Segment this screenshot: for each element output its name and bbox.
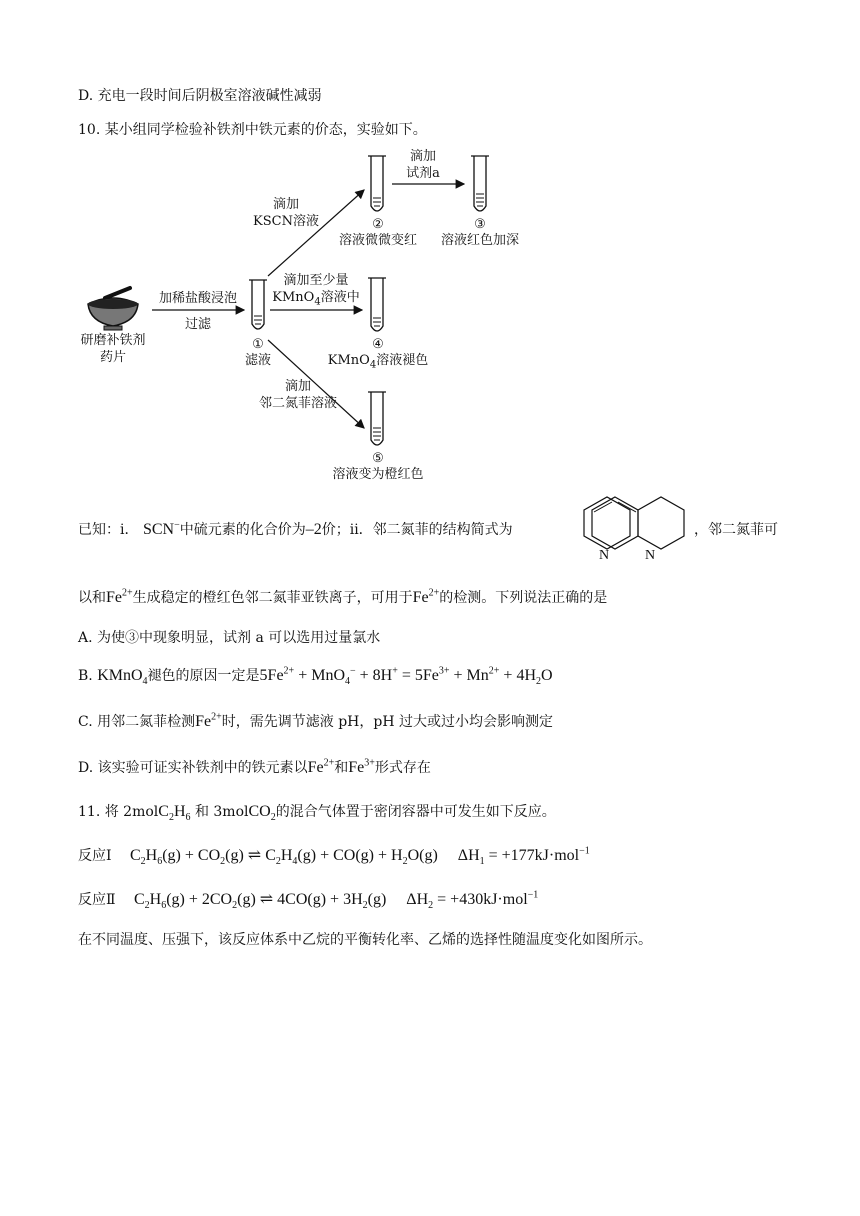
- tube-3-label: 溶液红色加深: [440, 233, 519, 248]
- nitrogen-right-label: N: [644, 548, 656, 563]
- tube-4-label-text: 溶液褪色: [376, 353, 429, 368]
- branch-kscn-line2: KSCN溶液: [253, 214, 319, 229]
- tube-4-label: KMnO$_4$溶液褪色: [327, 353, 429, 371]
- tube-5-label: 溶液变为橙红色: [332, 467, 424, 482]
- question-10-stem: 10. 某小组同学检验补铁剂中铁元素的价态，实验如下。: [78, 122, 427, 138]
- known-i-label: 已知：ⅰ．: [78, 522, 139, 538]
- fe2-ion: $Fe^{2+}$: [412, 587, 440, 606]
- fe-text: Fe: [106, 589, 122, 606]
- reaction-1: [78, 846, 590, 866]
- closing-line: 在不同温度、压强下，该反应体系中乙烷的平衡转化率、乙烯的选择性随温度变化如图所示。: [78, 932, 652, 948]
- option-d-text1: D. 该实验可证实补铁剂中的铁元素以: [78, 760, 308, 776]
- branch-phen-line1: 滴加: [284, 379, 311, 394]
- tube-5-number: ⑤: [372, 451, 384, 466]
- option-a: A. 为使③中现象明显，试剂 a 可以选用过量氯水: [78, 630, 381, 646]
- reaction-2-label: 反应Ⅱ: [78, 892, 116, 908]
- step-soak-label: 加稀盐酸浸泡: [158, 291, 237, 306]
- option-b-text: 褪色的原因一定是: [147, 668, 260, 684]
- scn-text: SCN: [142, 521, 175, 538]
- step-filter-label: 过滤: [184, 317, 211, 332]
- option-d-text3: 形式存在: [374, 760, 431, 776]
- fe2-ion: $Fe^{2+}$: [106, 587, 133, 606]
- option-c-text1: C. 用邻二氮菲检测: [78, 714, 196, 730]
- reaction-1-label: 反应Ⅰ: [78, 848, 112, 864]
- scn-formula: SCN−: [142, 519, 180, 538]
- branch-kscn-line1: 滴加: [272, 197, 299, 212]
- option-d: [78, 758, 431, 778]
- branch-kmno4-line2: KMnO$_4$溶液中: [272, 290, 360, 308]
- tube-2-number: ②: [372, 217, 384, 232]
- option-b: [78, 666, 553, 686]
- fe-text: Fe: [195, 713, 212, 730]
- known-i-text: 中硫元素的化合价为: [179, 522, 306, 538]
- option-d-text2: 和: [334, 760, 349, 776]
- option-c-text2: 时，需先调节滤液 pH，pH 过大或过小均会影响测定: [221, 714, 554, 730]
- fe-text: Fe: [412, 589, 429, 606]
- branch-phen-line2: 邻二氮菲溶液: [258, 396, 337, 411]
- known-info-line2: [78, 588, 607, 608]
- fe2-ion: $Fe^{2+}$: [307, 757, 335, 776]
- fe-text: Fe: [348, 759, 365, 776]
- phenanthroline-structure: [0, 0, 860, 600]
- nitrogen-left-label: N: [598, 548, 610, 563]
- tube-3-number: ③: [474, 217, 486, 232]
- branch-kmno4-tail: 溶液中: [320, 290, 360, 305]
- co2-formula: $CO_2$: [248, 803, 276, 824]
- option-d-q9: D. 充电一段时间后阴极室溶液碱性减弱: [78, 88, 322, 104]
- q11-text3: 的混合气体置于密闭容器中可发生如下反应。: [275, 804, 556, 820]
- kmno-text: KMnO: [97, 667, 143, 684]
- tube-1-label: 滤液: [244, 353, 271, 368]
- kmno4-formula: KMnO: [327, 353, 370, 368]
- question-11-stem: [78, 802, 556, 822]
- option-c: [78, 712, 553, 732]
- known-ii-text: 价；ⅱ．邻二氮菲的结构简式为: [321, 522, 513, 538]
- tube-2-label: 溶液微微变红: [338, 233, 417, 248]
- reagent-a-line1: 滴加: [409, 149, 436, 164]
- redox-equation: $5Fe^{2+} + MnO_4^- + 8H^+ = 5Fe^{3+} + Mn^{2+} + 4H_2O$: [259, 665, 553, 688]
- known2-prefix: 以和: [78, 590, 106, 606]
- mortar-label-line1: 研磨补铁剂: [80, 333, 146, 348]
- q11-text1: 11. 将 2mol: [78, 804, 159, 820]
- kmno4-formula: KMnO: [272, 290, 315, 305]
- fe-text: Fe: [307, 759, 324, 776]
- known2-tail: 的检测。下列说法正确的是: [439, 590, 608, 606]
- branch-kmno4-line1: 滴加至少量: [283, 273, 349, 288]
- fe3-ion: $Fe^{3+}$: [348, 757, 375, 776]
- reaction-2-equation: $C_2H_6(g) + 2CO_2(g)$ ⇌ $4CO(g) + 3H_2(g)$ $\Delta H_2 = +430kJ\cdot mol^{-1}$: [133, 889, 539, 912]
- option-b-label: B.: [78, 668, 98, 684]
- reaction-2: [78, 890, 538, 910]
- q11-text2: 和 3mol: [194, 804, 249, 820]
- reaction-1-equation: $C_2H_6(g) + CO_2(g)$ ⇌ $C_2H_4(g) + CO(g) + H_2O(g)$ $\Delta H_1 = +177kJ\cdot mol^{-1}$: [129, 845, 590, 868]
- tube-4-number: ④: [372, 337, 384, 352]
- valence-value: –2: [305, 521, 322, 538]
- known-ii-tail: ，邻二氮菲可: [694, 522, 778, 538]
- mortar-label-line2: 药片: [99, 350, 126, 365]
- known2-mid: 生成稳定的橙红色邻二氮菲亚铁离子，可用于: [132, 590, 413, 606]
- fe2-ion: $Fe^{2+}$: [195, 711, 222, 730]
- ethane-formula: $C_2H_6$: [158, 803, 191, 824]
- tube-1-number: ①: [252, 337, 264, 352]
- kmno4-formula: KMnO$_4$: [97, 667, 148, 688]
- reagent-a-line2: 试剂a: [406, 166, 440, 181]
